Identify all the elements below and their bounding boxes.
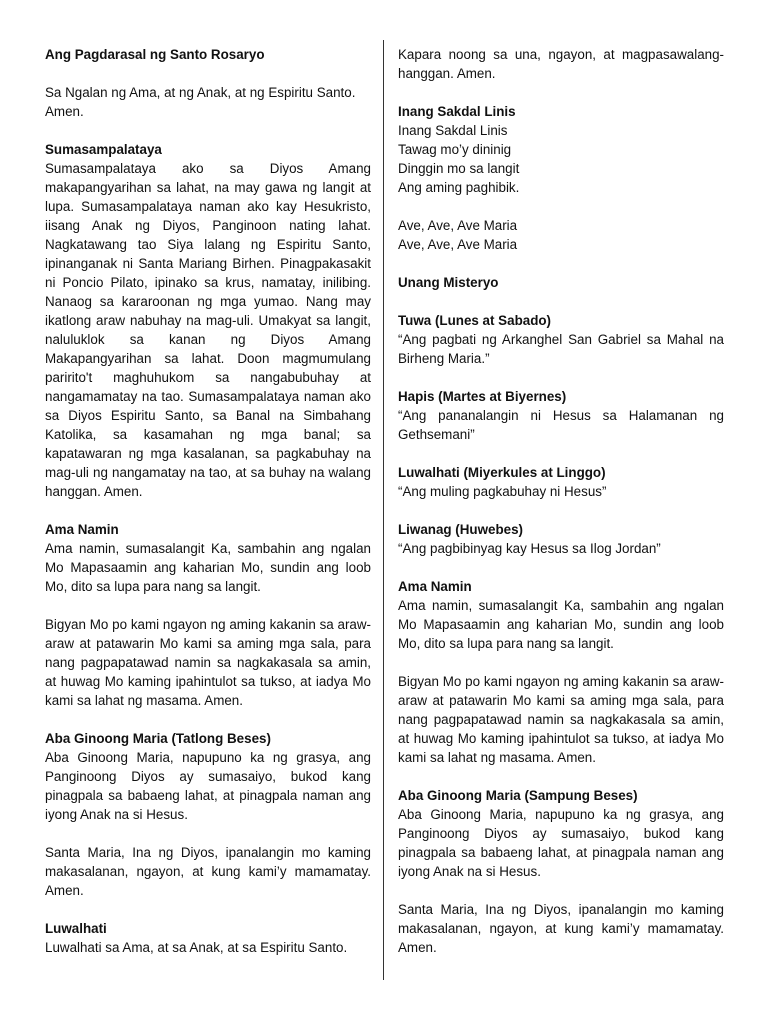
- glory-be-continuation: Kapara noong sa una, ngayon, at magpasawalang-hanggan. Amen.: [398, 47, 724, 81]
- mystery-heading: Luwalhati (Miyerkules at Linggo): [398, 465, 606, 480]
- refrain-line: Ave, Ave, Ave Maria: [398, 218, 518, 233]
- mystery-text: “Ang pagbati ng Arkanghel San Gabriel sa Mahal na Birheng Maria.”: [398, 332, 724, 366]
- glory-be-section: [45, 919, 371, 957]
- hymn-section: [398, 102, 724, 197]
- mystery-text: “Ang muling pagkabuhay ni Hesus”: [398, 484, 607, 499]
- hymn-line: Dinggin mo sa langit: [398, 161, 520, 176]
- mystery-glorious: [398, 463, 724, 501]
- hail-mary-paragraph-1: Aba Ginoong Maria, napupuno ka ng grasya, ang Panginoong Diyos ay sumasaiyo, bukod kang pinagpala sa babaeng lahat, at pinagpala naman ang iyong Anak na si Hesus.: [45, 750, 371, 822]
- document-title: Ang Pagdarasal ng Santo Rosaryo: [45, 47, 265, 62]
- mystery-heading: Hapis (Martes at Biyernes): [398, 389, 567, 404]
- hail-mary-heading: Aba Ginoong Maria (Tatlong Beses): [45, 731, 271, 746]
- glory-be-heading: Luwalhati: [45, 921, 107, 936]
- column-divider: [383, 40, 384, 980]
- our-father-paragraph-2: Bigyan Mo po kami ngayon ng aming kakanin sa araw-araw at patawarin Mo kami sa aming mga sala, para nang pagpapatawad namin sa nagkakasala sa amin, at huwag Mo kaming ipahintulot sa tukso, at iadya Mo kami sa lahat ng masama. Amen.: [45, 617, 371, 708]
- mystery-luminous: [398, 520, 724, 558]
- creed-heading: Sumasampalataya: [45, 142, 162, 157]
- hail-mary-paragraph-1: Aba Ginoong Maria, napupuno ka ng grasya, ang Panginoong Diyos ay sumasaiyo, bukod kang pinagpala sa babaeng lahat, at pinagpala naman ang iyong Anak na si Hesus.: [398, 807, 724, 879]
- hail-mary-section: [45, 729, 371, 824]
- hail-mary-section-right: [398, 786, 724, 881]
- our-father-section-right: [398, 577, 724, 653]
- our-father-paragraph-2: Bigyan Mo po kami ngayon ng aming kakanin sa araw-araw at patawarin Mo kami sa aming mga sala, para nang pagpapatawad namin sa nagkakasala sa amin, at huwag Mo kaming ipahintulot sa tukso, at iadya Mo kami sa lahat ng masama. Amen.: [398, 674, 724, 765]
- hail-mary-heading: Aba Ginoong Maria (Sampung Beses): [398, 788, 638, 803]
- our-father-paragraph-1: Ama namin, sumasalangit Ka, sambahin ang ngalan Mo Mapasaamin ang kaharian Mo, sundin ang loob Mo, dito sa lupa para nang sa langit.: [45, 541, 371, 594]
- mystery-text: “Ang pananalangin ni Hesus sa Halamanan ng Gethsemani”: [398, 408, 724, 442]
- hymn-refrain: [398, 216, 724, 254]
- mystery-joyful: [398, 311, 724, 368]
- our-father-section: [45, 520, 371, 596]
- mystery-heading: Tuwa (Lunes at Sabado): [398, 313, 552, 328]
- refrain-line: Ave, Ave, Ave Maria: [398, 237, 518, 252]
- left-column: [45, 45, 371, 976]
- hymn-line: Tawag mo’y dininig: [398, 142, 512, 157]
- hail-mary-paragraph-2: Santa Maria, Ina ng Diyos, ipanalangin mo kaming makasalanan, ngayon, at kung kami’y mamamatay. Amen.: [398, 902, 724, 955]
- our-father-heading: Ama Namin: [45, 522, 119, 537]
- mystery-heading: Liwanag (Huwebes): [398, 522, 523, 537]
- our-father-paragraph-1: Ama namin, sumasalangit Ka, sambahin ang ngalan Mo Mapasaamin ang kaharian Mo, sundin ang loob Mo, dito sa lupa para nang sa langit.: [398, 598, 724, 651]
- sign-of-cross-text: Sa Ngalan ng Ama, at ng Anak, at ng Espiritu Santo. Amen.: [45, 85, 356, 119]
- hymn-line: Ang aming paghibik.: [398, 180, 520, 195]
- mystery-title: Unang Misteryo: [398, 275, 499, 290]
- mystery-sorrowful: [398, 387, 724, 444]
- right-column: [398, 45, 724, 976]
- creed-section: [45, 140, 371, 501]
- hail-mary-paragraph-2: Santa Maria, Ina ng Diyos, ipanalangin mo kaming makasalanan, ngayon, at kung kami’y mamamatay. Amen.: [45, 845, 371, 898]
- hymn-line: Inang Sakdal Linis: [398, 123, 508, 138]
- glory-be-text: Luwalhati sa Ama, at sa Anak, at sa Espiritu Santo.: [45, 940, 348, 955]
- our-father-heading: Ama Namin: [398, 579, 472, 594]
- mystery-text: “Ang pagbibinyag kay Hesus sa Ilog Jordan”: [398, 541, 661, 556]
- creed-text: Sumasampalataya ako sa Diyos Amang makapangyarihan sa lahat, na may gawa ng langit at lupa. Sumasampalataya naman ako kay Hesukristo, iisang Anak ng Diyos, Panginoon nating lahat. Nagkatawang tao Siya lalang ng Espiritu Santo, ipinanganak ni Santa Mariang Birhen. Pinagpakasakit ni Poncio Pilato, ipinako sa krus, namatay, inilibing. Nanaog sa kararoonan ng mga yumao. Nang may ikatlong araw nabuhay na mag-uli. Umakyat sa langit, naluluklok sa kanan ng Diyos Amang Makapangyarihan sa lahat. Doon magmumulang paririto't maghuhukom sa nangabubuhay at nangamamatay na tao. Sumasampalataya naman ako sa Diyos Espiritu Santo, sa Banal na Simbahang Katolika, sa kasamahan ng mga banal; sa kapatawaran ng mga kasalanan, sa pagkabuhay na mag-uli ng nangamatay na tao, at sa buhay na walang hanggan. Amen.: [45, 161, 371, 499]
- hymn-heading: Inang Sakdal Linis: [398, 104, 516, 119]
